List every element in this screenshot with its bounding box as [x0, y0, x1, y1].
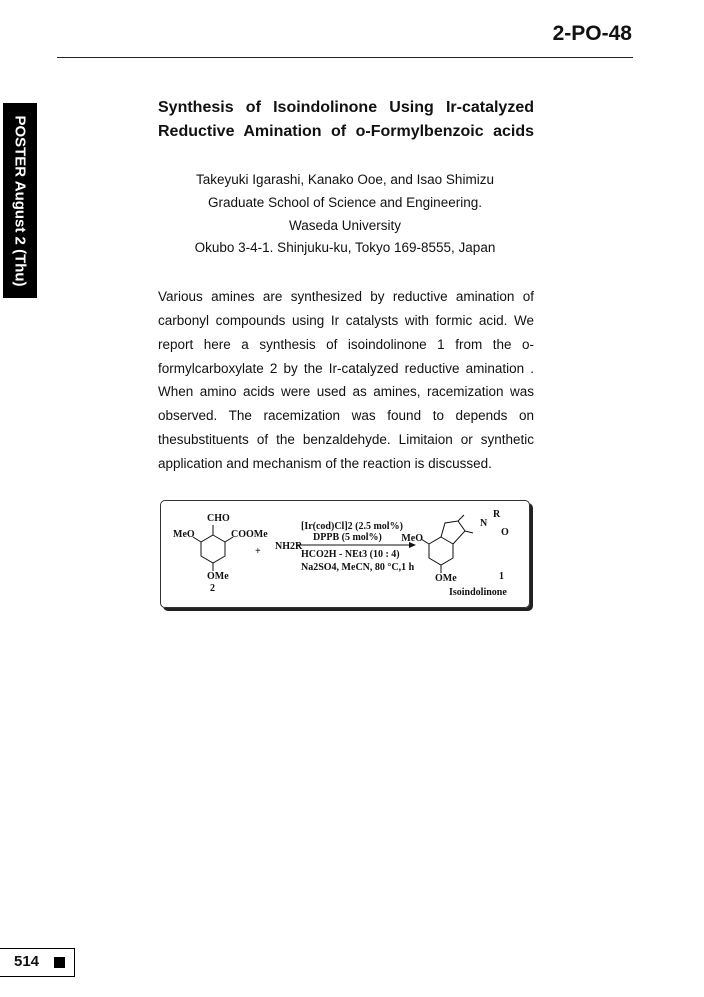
starting-material-ring — [193, 525, 233, 571]
abstract-line: thesubstituents of the benzaldehyde. Limitaion or synthetic — [158, 432, 534, 447]
meo-label: MeO — [173, 529, 195, 540]
square-marker-icon — [54, 957, 65, 968]
abstract-line: When amino acids were used as amines, racemization was — [158, 384, 534, 399]
condition-catalyst: [Ir(cod)Cl]2 (2.5 mol%) — [301, 521, 403, 532]
header-rule — [57, 57, 633, 58]
cho-label: CHO — [207, 513, 230, 524]
coome-label: COOMe — [231, 529, 268, 540]
address: Okubo 3-4-1. Shinjuku-ku, Tokyo 169-8555, Japan — [194, 240, 496, 255]
r-label: R — [493, 509, 501, 520]
side-tab — [3, 103, 37, 298]
condition-ligand: DPPB (5 mol%) — [313, 532, 382, 543]
abstract-line: observed. The racemization was found to depends on — [158, 408, 534, 423]
condition-solvent: Na2SO4, MeCN, 80 °C,1 h — [301, 562, 415, 573]
product-meo-label: MeO — [401, 533, 423, 544]
n-label: N — [480, 518, 488, 529]
page-number: 514 — [14, 953, 40, 970]
title-line-1: Synthesis of Isoindolinone Using Ir-catalyzed — [158, 99, 534, 116]
abstract-line: application and mechanism of the reaction is discussed. — [158, 456, 492, 471]
department: Graduate School of Science and Engineering. — [208, 195, 482, 210]
abstract-line: report here a synthesis of isoindolinone 1 from the o- — [158, 337, 534, 352]
ome-label: OMe — [207, 571, 229, 582]
condition-reductant: HCO2H - NEt3 (10 : 4) — [301, 549, 400, 560]
compound-2-number: 2 — [210, 583, 215, 594]
university: Waseda University — [288, 218, 402, 233]
page-number-box — [0, 948, 75, 977]
poster-code: 2-PO-48 — [552, 22, 632, 45]
abstract-line: carbonyl compounds using Ir catalysts with formic acid. We — [158, 313, 534, 328]
abstract-line: formylcarboxylate 2 by the Ir-catalyzed reductive amination . — [158, 361, 534, 376]
abstract-line: Various amines are synthesized by reductive amination of — [158, 289, 534, 304]
product-ome-label: OMe — [435, 573, 457, 584]
amine-label: NH2R — [275, 541, 303, 552]
side-tab-label: POSTER August 2 (Thu) — [11, 114, 29, 287]
product-name: Isoindolinone — [449, 587, 507, 598]
plus-sign: + — [255, 546, 261, 557]
o-label: O — [501, 527, 509, 538]
reaction-scheme — [160, 500, 530, 608]
title-line-2: Reductive Amination of o-Formylbenzoic acids — [158, 123, 534, 140]
compound-1-number: 1 — [499, 571, 504, 582]
product-ring — [421, 515, 473, 573]
authors: Takeyuki Igarashi, Kanako Ooe, and Isao Shimizu — [196, 172, 494, 187]
